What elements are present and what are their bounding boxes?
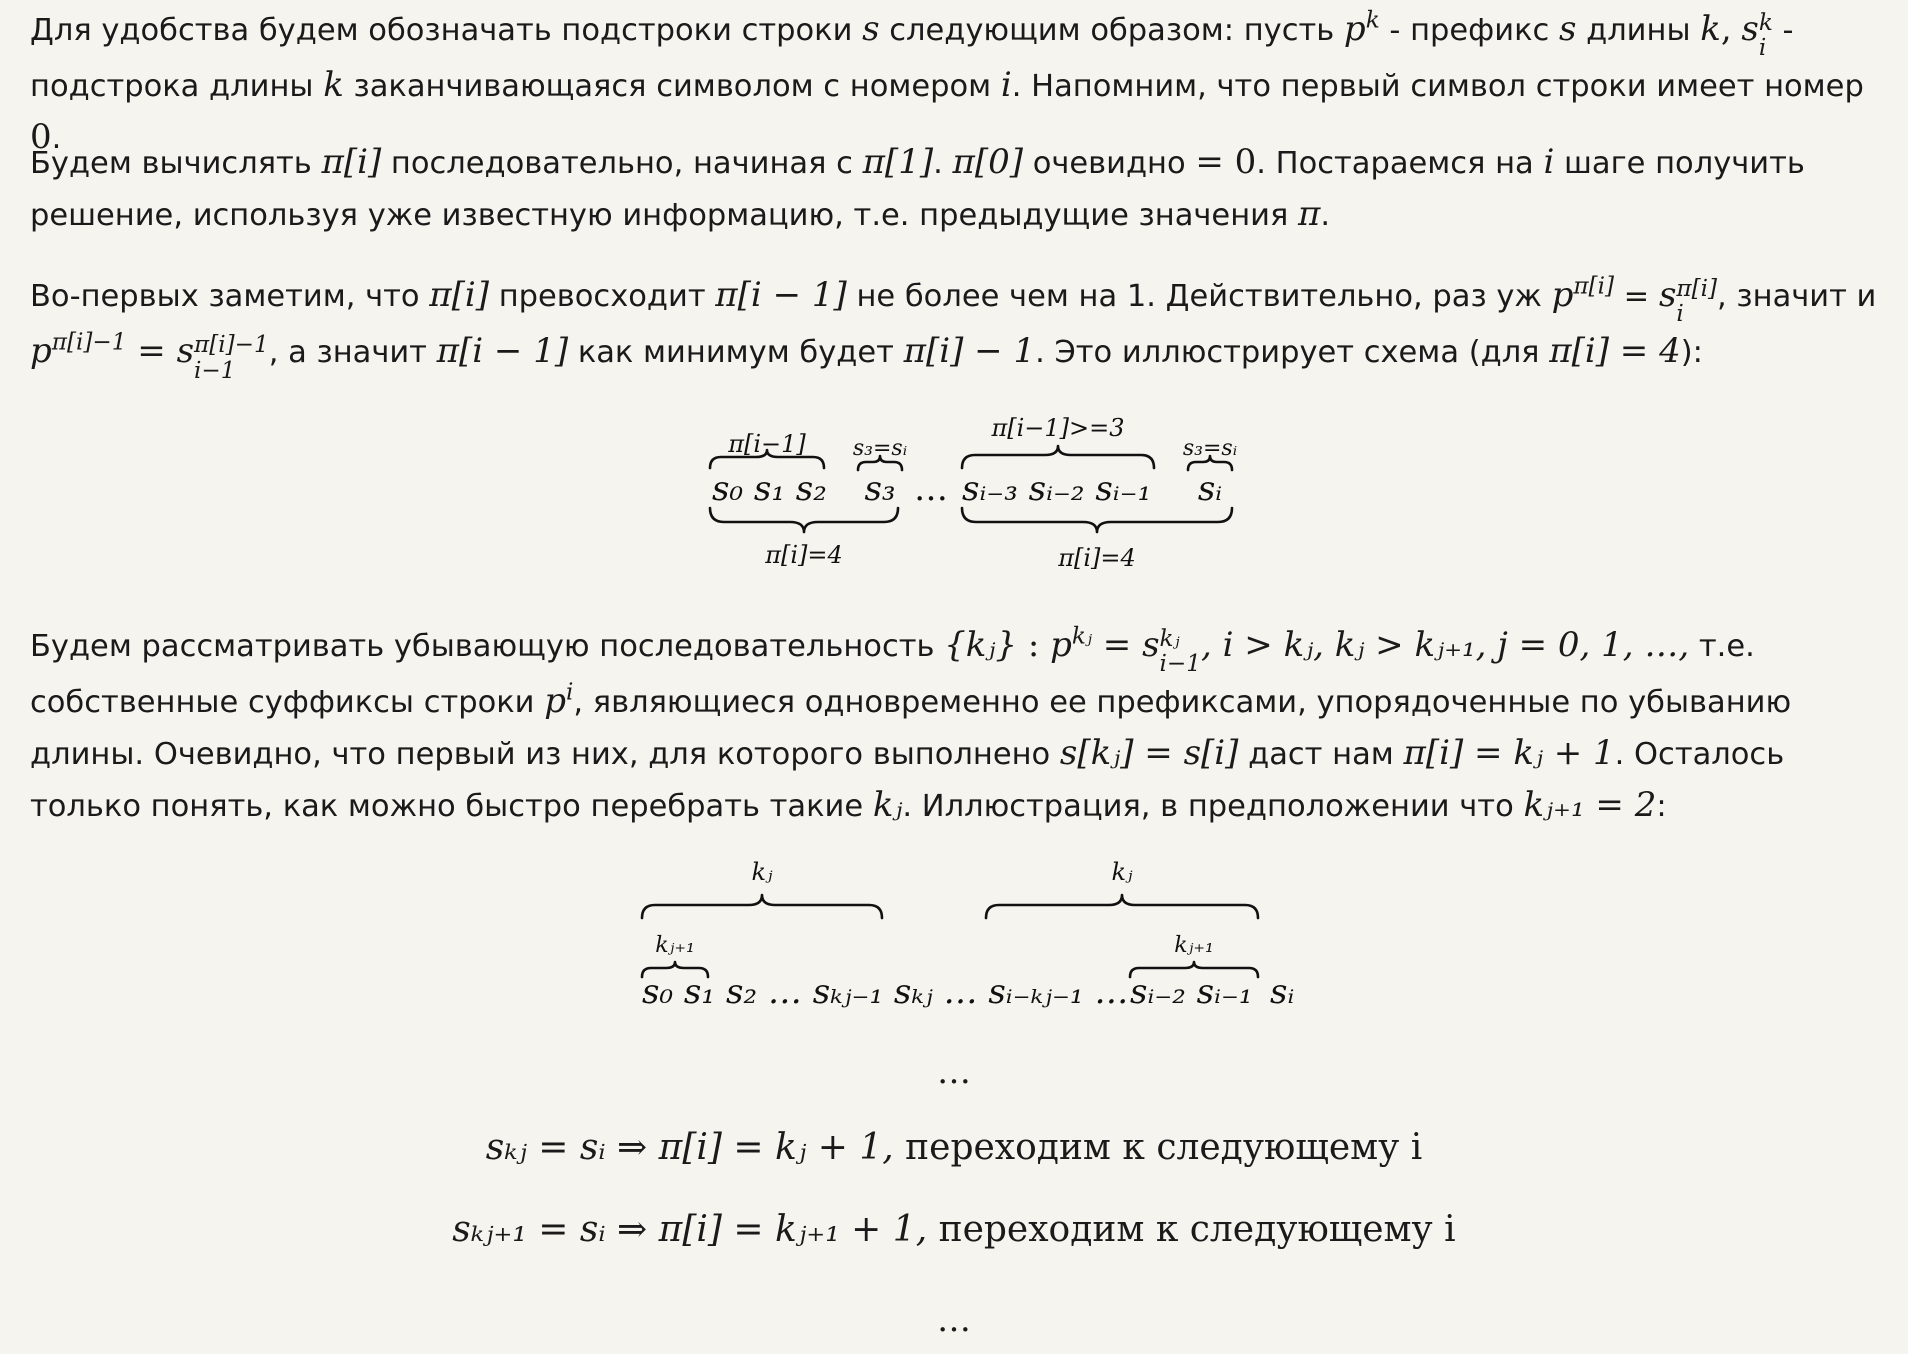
symbol-s3: s₃ [864,469,896,509]
label-pi-i-minus-1-ge-3: π[i−1]>=3 [991,414,1125,442]
symbol-ellipsis: … [914,469,948,509]
math-eq-zero: = 0 [1195,142,1257,182]
label-pi-i-eq-4-left: π[i]=4 [765,541,843,569]
math-p-kj: $p^{kⱼ}$ [1050,623,1092,665]
math-pi-0: π[0] [952,142,1023,182]
math-k: k [323,65,344,106]
symbols-middle: s₂ … sₖⱼ₋₁ sₖⱼ … sᵢ₋ₖⱼ₋₁ … [726,972,1129,1012]
math-colon: : [1017,625,1051,665]
math-s-im1-kj: s kⱼ i−1 [1142,625,1201,678]
label-s3-eq-si-left: s₃=sᵢ [852,436,908,461]
text: . Напомним, что первый символ строки имеет номер [1011,69,1864,105]
paragraph-compute-order [30,137,1886,241]
text: следующим образом: пусть [879,13,1344,48]
math-formula1: sₖⱼ = sᵢ ⇒ π[i] = kⱼ + 1, [485,1127,894,1168]
math-i: i [1000,65,1012,106]
math-pi-i-eq-kj-plus-1: π[i] = kⱼ + 1 [1403,733,1615,774]
math-zero: 0 [30,117,52,158]
text: как минимум будет [568,335,904,371]
label-kj-right: kⱼ [1111,858,1133,886]
text: . Иллюстрация, в предположении что [902,789,1524,825]
math-kj1-eq-2: kⱼ₊₁ = 2 [1523,785,1657,826]
text: шаге получить решение, используя уже известную информацию, т.е. предыдущие значения [30,146,1805,233]
math-s: s [1558,9,1577,49]
math-k: k [1700,9,1721,49]
text: заканчивающаяся символом с номером [343,69,1001,105]
text: . [51,121,62,157]
math-kj: kⱼ [872,785,903,826]
formula-kj1-match [0,1209,1908,1250]
math-pi-i: π[i] [321,142,382,182]
math-p-k: $p^k$ [1343,7,1380,49]
text: , значит и [1717,279,1877,314]
text: Будем рассматривать убывающую последовательность [30,629,945,664]
text: очевидно [1023,146,1196,181]
math-pi-1: π[1] [862,142,934,182]
math-p-pi-i-minus-1: $p^{\pi[i]-1}$ [30,330,127,372]
diagram-pi-overlap [0,400,1908,590]
text: : [1656,789,1667,825]
math-s-im1-pim1: s π[i]−1 i−1 [176,331,269,384]
symbols-s0-s1: s₀ s₁ [642,972,715,1012]
math-p-i: $p^i$ [544,680,574,722]
brace-bottom-right [962,508,1232,532]
math-eq: = [1091,625,1143,665]
math-s-i-k: s k i [1741,9,1773,62]
formula1-text: переходим к следующему i [893,1127,1423,1168]
brace-top-right [962,446,1154,468]
symbols-s0-s2: s₀ s₁ s₂ [712,469,827,509]
math-eq: = [126,331,177,372]
text: - подстрока длины [30,13,1794,105]
math-pi-i-minus-1: π[i − 1] [715,275,847,315]
math-pi-i-minus-one: π[i] − 1 [903,331,1036,372]
symbols-si3-si1: sᵢ₋₃ sᵢ₋₂ sᵢ₋₁ [962,469,1152,509]
label-kj-left: kⱼ [751,858,773,886]
formula2-text: переходим к следующему i [927,1209,1456,1250]
label-pi-i-minus-1: π[i−1] [728,430,806,458]
paragraph-increment-bound [30,270,1886,383]
symbol-si: sᵢ [1270,972,1295,1012]
ellipsis-bottom: … [937,1300,971,1340]
math-conditions: , i > kⱼ, kⱼ > kⱼ₊₁, j = 0, 1, …, [1201,625,1690,665]
text: т.е. собственные суффиксы строки [30,629,1755,721]
math-pi-i: π[i] [429,275,490,315]
diagram-kj-borders [0,840,1908,1030]
symbols-si2-si1: sᵢ₋₂ sᵢ₋₁ [1130,972,1253,1012]
brace-kj-right [986,895,1258,918]
brace-bottom-left [710,508,898,532]
math-p-pi-i: $p^{\pi[i]}$ [1551,273,1614,315]
text: ): [1680,335,1703,371]
text: - префикс [1379,13,1559,48]
text: , а значит [268,335,437,371]
text: Будем вычислять [30,146,322,181]
text: Для удобства будем обозначать подстроки строки [30,13,863,48]
brace-kj-left [642,895,882,918]
formula-kj-match [0,1127,1908,1168]
math-pi-i-eq-4: π[i] = 4 [1549,331,1681,372]
math-pi-i-minus-1: π[i − 1] [436,331,569,372]
label-kj1-left: kⱼ₊₁ [655,933,695,958]
math-s-i-pi: s π[i] i [1658,275,1718,328]
text: даст нам [1238,737,1404,773]
text: , являющиеся одновременно ее префиксами, упорядоченные по убыванию длины. Очевидно, что первый из них, для которого выполнено [30,685,1792,773]
text: . Постараемся на [1256,146,1544,181]
math-s-kj-eq-s-i: s[kⱼ] = s[i] [1059,733,1239,774]
label-pi-i-eq-4-right: π[i]=4 [1058,544,1136,572]
text: . [1320,198,1331,233]
label-s3-eq-si-right: s₃=sᵢ [1182,436,1238,461]
paragraph-kj-sequence [30,620,1886,832]
math-set-kj: {kⱼ} [944,625,1018,665]
text: последовательно, начиная с [381,146,863,181]
math-pi: π [1298,194,1321,234]
text: длины [1576,13,1701,48]
text: не более чем на 1. Действительно, раз уж [846,279,1552,314]
text: . [933,146,953,181]
math-i: i [1543,142,1555,182]
math-formula2: sₖⱼ₊₁ = sᵢ ⇒ π[i] = kⱼ₊₁ + 1, [452,1209,928,1250]
text: = [1613,279,1659,314]
symbol-si: sᵢ [1197,469,1223,509]
label-kj1-right: kⱼ₊₁ [1174,933,1214,958]
ellipsis-top: … [937,1052,971,1092]
comma: , [1720,9,1732,49]
text: . Это иллюстрирует схема (для [1035,335,1550,371]
text: превосходит [489,279,716,314]
text: . Осталось только понять, как можно быстро перебрать такие [30,737,1785,825]
math-s: s [862,9,880,49]
text: Во-первых заметим, что [30,279,430,314]
